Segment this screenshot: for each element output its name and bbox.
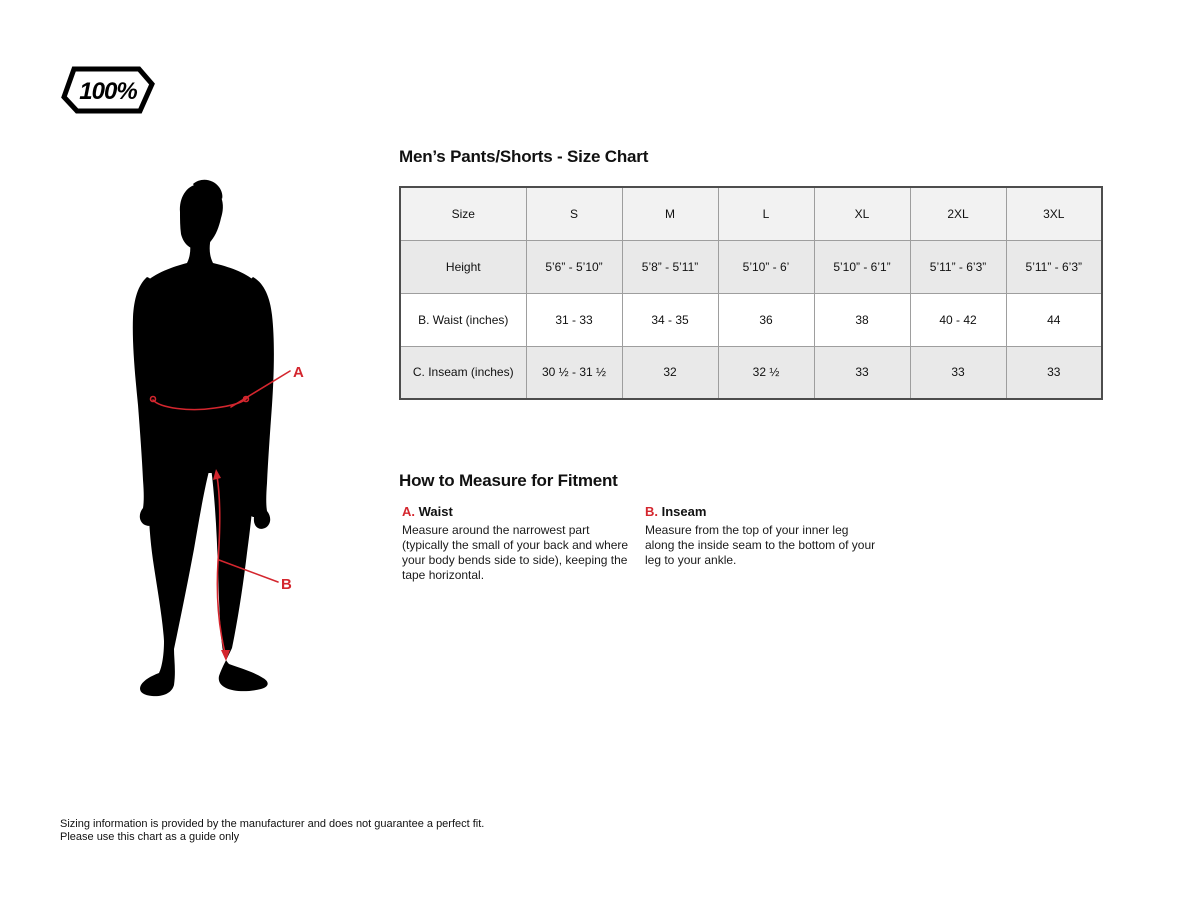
- col-header-xl: XL: [814, 187, 910, 240]
- measure-name-waist: Waist: [418, 504, 453, 519]
- table-cell: 30 ½ - 31 ½: [526, 346, 622, 399]
- table-cell: 31 - 33: [526, 293, 622, 346]
- measure-key-b: B.: [645, 504, 658, 519]
- fitment-heading: How to Measure for Fitment: [399, 471, 618, 490]
- table-header-row: [400, 187, 1102, 240]
- figure-left-leg: [140, 467, 209, 696]
- size-chart-table: [399, 186, 1103, 400]
- table-cell: 5’11” - 6’3”: [1006, 240, 1102, 293]
- row-label: Height: [400, 240, 526, 293]
- figure-label-b: B: [281, 576, 292, 593]
- measure-desc-inseam: Measure from the top of your inner leg along the inside seam to the bottom of your leg to your ankle.: [645, 523, 876, 567]
- table-cell: 32: [622, 346, 718, 399]
- table-cell: 5’11” - 6’3”: [910, 240, 1006, 293]
- row-label: B. Waist (inches): [400, 293, 526, 346]
- table-cell: 34 - 35: [622, 293, 718, 346]
- table-row-height: [400, 240, 1102, 293]
- table-cell: 32 ½: [718, 346, 814, 399]
- measure-desc-waist: Measure around the narrowest part (typically the small of your back and where your body bends side to side), keeping the tape horizontal.: [402, 523, 629, 582]
- brand-logo-text: 100%: [79, 78, 137, 105]
- table-cell: 33: [1006, 346, 1102, 399]
- size-chart-title: Men’s Pants/Shorts - Size Chart: [399, 147, 649, 166]
- disclaimer-line-1: Sizing information is provided by the manufacturer and does not guarantee a perfect fit.: [60, 818, 485, 830]
- table-row-waist: [400, 293, 1102, 346]
- brand-logo: [60, 66, 156, 114]
- measure-item-heading: [402, 504, 636, 519]
- inseam-arrowhead-bottom: [221, 650, 230, 661]
- figure-label-a: A: [293, 364, 304, 381]
- male-silhouette-figure: [100, 170, 330, 720]
- measure-item-waist: [402, 504, 636, 583]
- table-cell: 5’6” - 5’10”: [526, 240, 622, 293]
- table-cell: 40 - 42: [910, 293, 1006, 346]
- table-cell: 44: [1006, 293, 1102, 346]
- measure-key-a: A.: [402, 504, 415, 519]
- table-cell: 5’10” - 6’1”: [814, 240, 910, 293]
- col-header-m: M: [622, 187, 718, 240]
- table-cell: 33: [814, 346, 910, 399]
- disclaimer: [60, 818, 484, 843]
- measure-item-heading: [645, 504, 877, 519]
- col-header-2xl: 2XL: [910, 187, 1006, 240]
- table-cell: 38: [814, 293, 910, 346]
- table-cell: 5’10” - 6’: [718, 240, 814, 293]
- measure-name-inseam: Inseam: [661, 504, 707, 519]
- col-header-s: S: [526, 187, 622, 240]
- col-header-size: Size: [400, 187, 526, 240]
- measure-item-inseam: [645, 504, 877, 568]
- table-cell: 33: [910, 346, 1006, 399]
- disclaimer-line-2: Please use this chart as a guide only: [60, 830, 240, 843]
- table-row-inseam: [400, 346, 1102, 399]
- table-cell: 5’8” - 5’11”: [622, 240, 718, 293]
- col-header-l: L: [718, 187, 814, 240]
- table-cell: 36: [718, 293, 814, 346]
- figure-head: [180, 184, 223, 250]
- figure-torso: [141, 236, 260, 473]
- row-label: C. Inseam (inches): [400, 346, 526, 399]
- col-header-3xl: 3XL: [1006, 187, 1102, 240]
